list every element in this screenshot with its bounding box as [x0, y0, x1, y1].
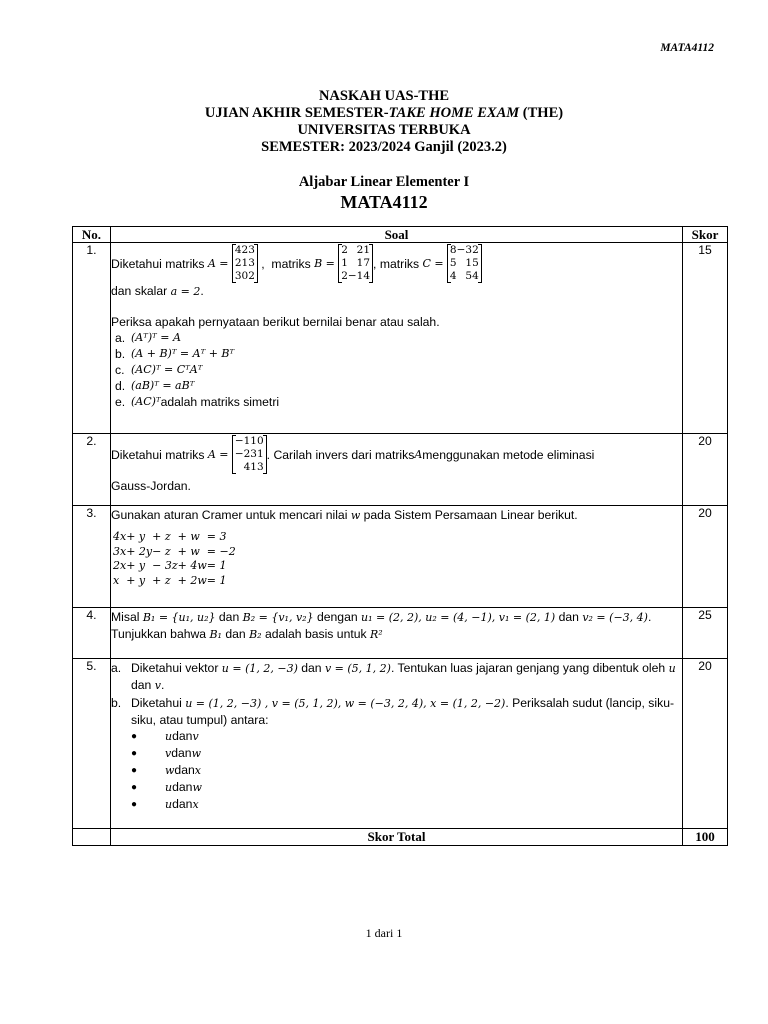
- table-row: [73, 659, 728, 829]
- list-item: ● v dan w: [131, 746, 201, 760]
- question-number: 3.: [73, 506, 111, 608]
- table-row: [73, 506, 728, 608]
- table-row: [73, 243, 728, 434]
- list-item: c. (AC)ᵀ = CᵀAᵀ: [115, 363, 203, 377]
- question-score: 25: [683, 608, 728, 659]
- question-1: [111, 243, 683, 434]
- course-code-header: MATA4112: [660, 42, 714, 54]
- subject-block: [0, 173, 768, 213]
- question-3: Gunakan aturan Cramer untuk mencari nilai w pada Sistem Persamaan Linear berikut. 4x + y + z + w = 3 3x + 2y − z + w = −2 2x + y − 3z + 4w = 1 x + y + z + 2w = 1: [111, 506, 683, 608]
- header-soal: Soal: [111, 227, 683, 243]
- heading-line-3: UNIVERSITAS TERBUKA: [297, 122, 471, 138]
- question-4: Misal B₁ = {u₁, u₂} dan B₂ = {v₁, v₂} dengan u₁ = (2, 2), u₂ = (4, −1), v₁ = (2, 1) dan v₂ = (−3, 4). Tunjukkan bahwa B₁ dan B₂ adalah basis untuk R²: [111, 608, 683, 659]
- matrix-c: 8 −3 2 5 1 5 4 5 4: [447, 244, 482, 283]
- question-5: [111, 659, 683, 829]
- list-item: ● u dan w: [131, 780, 202, 794]
- q1-matrices: Diketahui matriks A = 4 2 3 2 1 3 3 0 2 , matriks B = 2 2 1 1 1 7 2 −1 4 , matriks C = 8 −3 2 5 1 5 4 5 4: [111, 244, 682, 283]
- table-header-row: [73, 227, 728, 243]
- heading-line-4: SEMESTER: 2023/2024 Ganjil (2023.2): [261, 139, 507, 155]
- q1-statement-list: [111, 330, 682, 410]
- subject-name: Aljabar Linear Elementer I: [298, 174, 470, 190]
- subject-code: MATA4112: [340, 192, 428, 212]
- exam-heading: [0, 88, 768, 156]
- question-number: 1.: [73, 243, 111, 434]
- list-item: ● u dan x: [131, 797, 199, 811]
- list-item: e. (AC)ᵀ adalah matriks simetri: [115, 395, 280, 409]
- q5-part-a: a. Diketahui vektor u = (1, 2, −3) dan v = (5, 1, 2). Tentukan luas jajaran genjang yang dibentuk oleh u dan v.: [111, 661, 676, 692]
- list-item: a. (Aᵀ)ᵀ = A: [115, 331, 181, 345]
- total-empty-cell: [73, 829, 111, 846]
- header-skor: Skor: [683, 227, 728, 243]
- header-no: No.: [73, 227, 111, 243]
- q1-scalar: dan skalar a = 2.: [111, 284, 204, 298]
- question-number: 5.: [73, 659, 111, 829]
- matrix-a-q2: −1 1 0 −2 3 1 4 1 3: [232, 435, 267, 474]
- list-item: ● u dan v: [131, 729, 199, 743]
- table-row: [73, 434, 728, 506]
- total-label: Skor Total: [111, 829, 683, 846]
- matrix-b: 2 2 1 1 1 7 2 −1 4: [338, 244, 373, 283]
- list-item: ● w dan x: [131, 763, 201, 777]
- question-score: 15: [683, 243, 728, 434]
- question-2: Diketahui matriks A = −1 1 0 −2 3 1 4 1 3 . Carilah invers dari matriks A menggunakan metode eliminasi Gauss-Jordan.: [111, 434, 683, 506]
- heading-line-2: UJIAN AKHIR SEMESTER-TAKE HOME EXAM (THE): [204, 105, 564, 121]
- q5-pair-list: [111, 728, 682, 813]
- question-table: [72, 226, 728, 846]
- table-row: [73, 608, 728, 659]
- q1-instruction: Periksa apakah pernyataan berikut bernilai benar atau salah.: [111, 315, 440, 329]
- total-row: [73, 829, 728, 846]
- question-score: 20: [683, 659, 728, 829]
- question-number: 4.: [73, 608, 111, 659]
- question-number: 2.: [73, 434, 111, 506]
- list-item: b. (A + B)ᵀ = Aᵀ + Bᵀ: [115, 347, 235, 361]
- question-score: 20: [683, 434, 728, 506]
- page-number: 1 dari 1: [365, 926, 403, 940]
- heading-line-1: NASKAH UAS-THE: [318, 88, 450, 104]
- matrix-a: 4 2 3 2 1 3 3 0 2: [232, 244, 258, 283]
- list-item: d. (aB)ᵀ = aBᵀ: [115, 379, 195, 393]
- total-value: 100: [683, 829, 728, 846]
- question-score: 20: [683, 506, 728, 608]
- q5-part-b: b. Diketahui u = (1, 2, −3) , v = (5, 1, 2), w = (−3, 2, 4), x = (1, 2, −2). Periksalah sudut (lancip, siku-siku, atau tumpul) antara:: [111, 696, 675, 727]
- linear-system: 4x + y + z + w = 3 3x + 2y − z + w = −2 2x + y − 3z + 4w = 1 x + y + z + 2w = 1: [113, 530, 236, 587]
